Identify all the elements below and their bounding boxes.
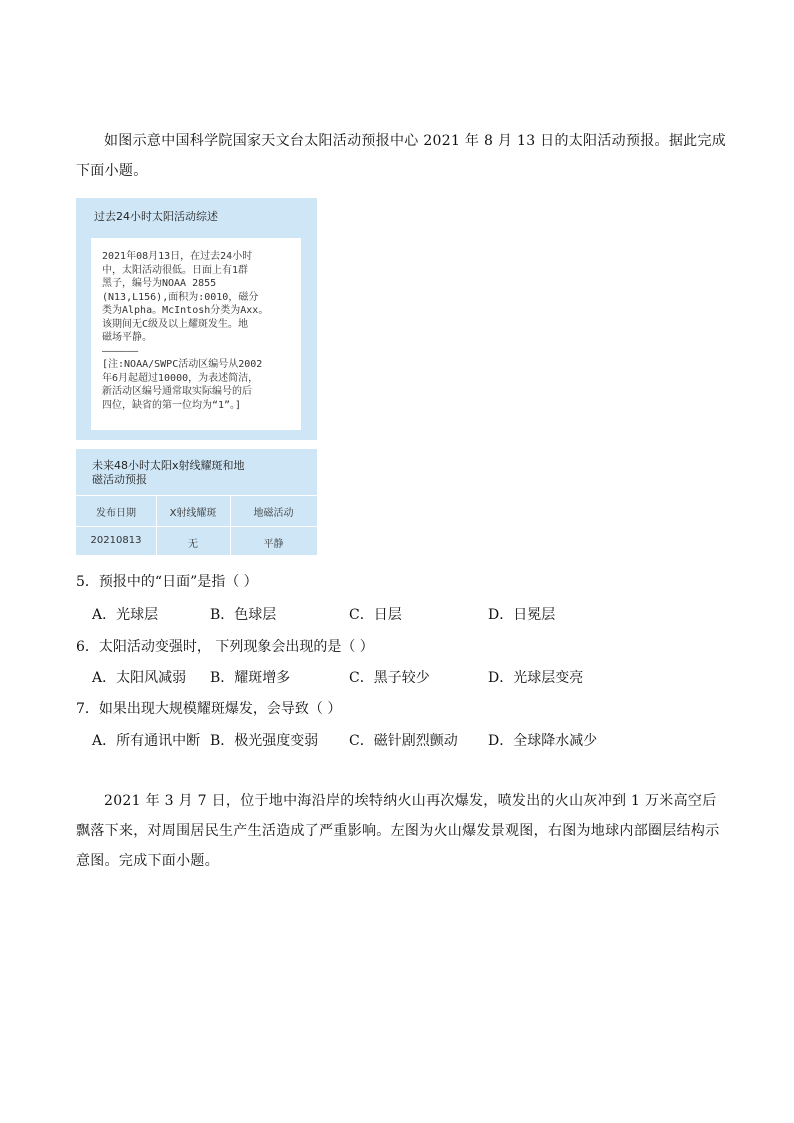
question-7-option-a: A．所有通讯中断 <box>92 733 201 749</box>
forecast-panel-title: 未来48小时太阳x射线耀斑和地 磁活动预报 <box>92 459 245 486</box>
table-header-date: 发布日期 <box>96 508 136 519</box>
question-5-option-a: A．光球层 <box>92 607 159 623</box>
question-5-option-c: C．日层 <box>349 607 402 623</box>
intro-paragraph-1 <box>76 126 728 186</box>
table-header-flare: X射线耀斑 <box>169 508 217 519</box>
question-5-option-d: D．日冕层 <box>488 607 556 623</box>
table-cell-flare: 无 <box>188 539 198 550</box>
question-6-option-d: D．光球层变亮 <box>488 670 584 686</box>
question-7-option-c: C．磁针剧烈颤动 <box>349 733 458 749</box>
question-7-stem: 7．如果出现大规模耀斑爆发，会导致（ ） <box>76 701 342 717</box>
question-7-option-d: D．全球降水减少 <box>488 733 598 749</box>
summary-panel-body: 2021年08月13日，在过去24小时 中，太阳活动很低。日面上有1群 黑子，编号为NOAA 2855 (N13,L156),面积为:0010，磁分 类为Alpha。McIntosh分类为Axx。 该期间无C级及以上耀斑发生。地 磁场平静。 —————— [注:NOAA/SWPC活动区编号从2002 年6月起超过10000，为表述简洁， 新活动区编号通常取实际编号的后 四位，缺省的第一位均为“1”。] <box>102 251 269 411</box>
intro-text-1: 如图示意中国科学院国家天文台太阳活动预报中心 2021 年 8 月 13 日的太阳活动预报。据此完成下面小题。 <box>76 133 727 179</box>
question-5-stem: 5．预报中的“日面”是指（ ） <box>76 574 258 590</box>
question-6-option-a: A．太阳风减弱 <box>92 670 187 686</box>
intro-paragraph-2 <box>76 786 728 876</box>
question-7-option-b: B．极光强度变弱 <box>210 733 319 749</box>
forecast-panel <box>76 449 317 555</box>
table-cell-date: 20210813 <box>90 535 142 546</box>
table-header-geomagnetic: 地磁活动 <box>253 508 294 519</box>
table-divider <box>76 526 317 527</box>
question-6-stem: 6．太阳活动变强时， 下列现象会出现的是（ ） <box>76 639 374 655</box>
table-cell-geomagnetic: 平静 <box>263 539 284 550</box>
intro-text-2: 2021 年 3 月 7 日，位于地中海沿岸的埃特纳火山再次爆发，喷发出的火山灰冲到 1 万米高空后飘落下来，对周围居民生产生活造成了严重影响。左图为火山爆发景观图，右图为地球内部圈层结构示意图。完成下面小题。 <box>76 793 720 869</box>
question-5-option-b: B．色球层 <box>210 607 277 623</box>
table-divider <box>76 495 317 496</box>
question-6-option-b: B．耀斑增多 <box>210 670 291 686</box>
summary-panel-title: 过去24小时太阳活动综述 <box>94 210 218 223</box>
question-6-option-c: C．黑子较少 <box>349 670 430 686</box>
